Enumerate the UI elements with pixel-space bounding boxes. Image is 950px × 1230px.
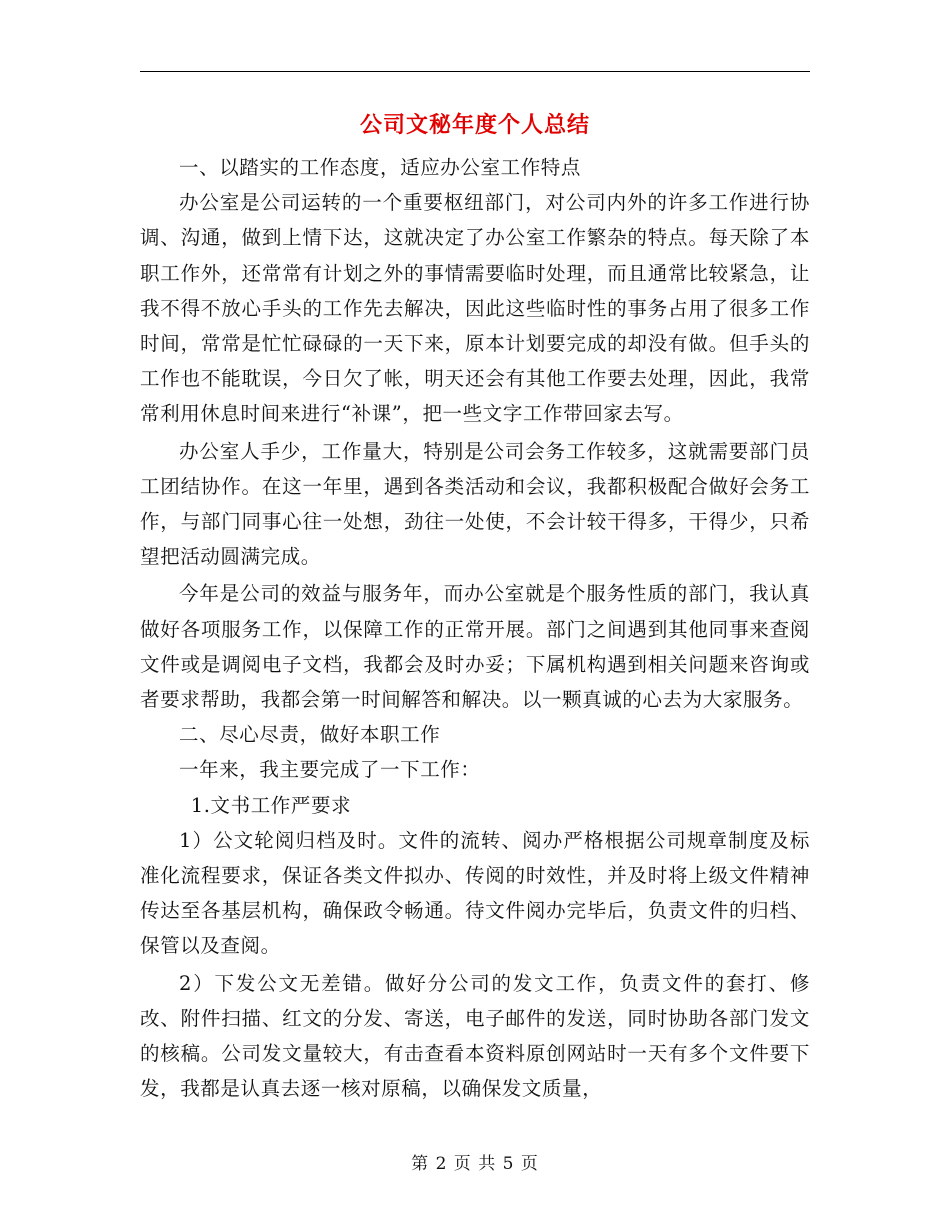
footer-suffix: 页 xyxy=(520,1154,539,1174)
footer-prefix: 第 xyxy=(411,1154,430,1174)
paragraph: 今年是公司的效益与服务年，而办公室就是个服务性质的部门，我认真做好各项服务工作，以保障工作的正常开展。部门之间遇到其他同事来查阅文件或是调阅电子文档，我都会及时办妥；下属机构遇到相关问题来咨询或者要求帮助，我都会第一时间解答和解决。以一颗真诚的心去为大家服务。 xyxy=(140,582,810,712)
subsection-heading: 1.文书工作严要求 xyxy=(190,793,352,817)
paragraph: 1）公文轮阅归档及时。文件的流转、阅办严格根据公司规章制度及标准化流程要求，保证各类文件拟办、传阅的时效性，并及时将上级文件精神传达至各基层机构，确保政令畅通。待文件阅办完毕后，负责文件的归档、保管以及查阅。 xyxy=(140,828,810,958)
document-body xyxy=(140,104,810,1106)
paragraph: 办公室是公司运转的一个重要枢纽部门，对公司内外的许多工作进行协调、沟通，做到上情下达，这就决定了办公室工作繁杂的特点。每天除了本职工作外，还常常有计划之外的事情需要临时处理，而且通常比较紧急，让我不得不放心手头的工作先去解决，因此这些临时性的事务占用了很多工作时间，常常是忙忙碌碌的一天下来，原本计划要完成的却没有做。但手头的工作也不能耽误，今日欠了帐，明天还会有其他工作要去处理，因此，我常常利用休息时间来进行“补课”，把一些文字工作带回家去写。 xyxy=(140,191,810,426)
footer-mid: 页 共 xyxy=(453,1154,497,1174)
paragraph: 办公室人手少，工作量大，特别是公司会务工作较多，这就需要部门员工团结协作。在这一年里，遇到各类活动和会议，我都积极配合做好会务工作，与部门同事心往一处想，劲往一处使，不会计较干得多，干得少，只希望把活动圆满完成。 xyxy=(140,439,810,569)
total-pages-number: 5 xyxy=(502,1154,515,1174)
current-page-number: 2 xyxy=(435,1154,448,1174)
header-rule xyxy=(140,71,810,72)
document-title: 公司文秘年度个人总结 xyxy=(359,112,590,138)
page-footer xyxy=(0,1152,950,1176)
paragraph: 一年来，我主要完成了一下工作： xyxy=(179,758,481,782)
section-heading-2: 二、尽心尽责，做好本职工作 xyxy=(179,723,441,747)
section-heading-1: 一、以踏实的工作态度，适应办公室工作特点 xyxy=(179,156,582,179)
paragraph: 2）下发公文无差错。做好分公司的发文工作，负责文件的套打、修改、附件扫描、红文的分发、寄送，电子邮件的发送，同时协助各部门发文的核稿。公司发文量较大，有击查看本资料原创网站时一天有多个文件要下发，我都是认真去逐一核对原稿，以确保发文质量， xyxy=(140,971,810,1101)
